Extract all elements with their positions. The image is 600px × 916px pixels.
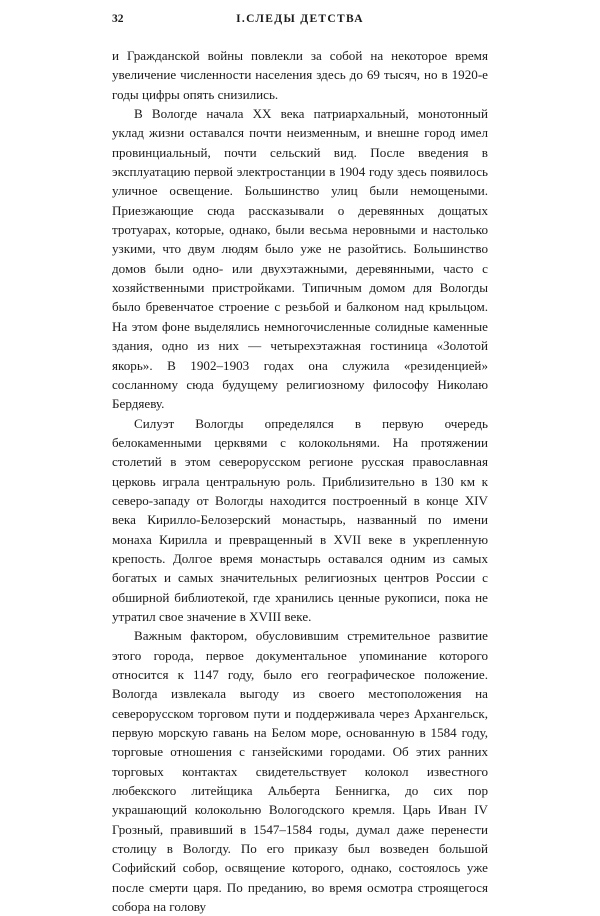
body-text [112, 46, 488, 916]
paragraph-geographic-position: Важным фактором, обусловившим стремительное развитие этого города, первое документальное упоминание которого относится к 1147 году, было его географическое положение. Вологда извлекала выгоду из своего местоположения на северорусском торговом пути и поддерживала через Архангельск, первую морскую гавань на Белом море, основанную в 1584 году, торговые отношения с ганзейскими городами. Об этих ранних торговых контактах свидетельствует колокол известного любекского литейщика Альберта Беннигка, до сих пор украшающий колокольню Вологодского кремля. Царь Иван IV Грозный, правивший в 1547–1584 годы, думал даже перенести столицу в Вологду. По его приказу был возведен большой Софийский собор, освящение которого, однако, состоялось уже после смерти царя. По преданию, во время осмотра строящегося собора на голову [112, 628, 488, 915]
book-page [112, 10, 488, 915]
paragraph-continuation: и Гражданской войны повлекли за собой на некоторое время увеличение численности населения здесь до 69 тысяч, но в 1920-е годы цифры опять снизились. [112, 48, 488, 102]
page-number: 32 [112, 13, 124, 25]
paragraph-vologda-silhouette: Силуэт Вологды определялся в первую очередь белокаменными церквями с колокольнями. На протяжении столетий в этом северорусском регионе русская православная церковь играла центральную роль. Приблизительно в 130 км к северо-западу от Вологды находится построенный в конце XIV века Кирилло-Белозерский монастырь, названный по имени монаха Кирилла и превращенный в XVII веке в укрепленную крепость. Долгое время монастырь оставался одним из самых богатых и самых значительных религиозных центров России с обширной библиотекой, где хранились ценные рукописи, пока не утратил свое значение в XVIII веке. [112, 415, 488, 624]
running-head [112, 10, 488, 32]
paragraph-vologda-early-20th-century: В Вологде начала XX века патриархальный, монотонный уклад жизни оставался почти неизменным, и внешне город имел провинциальный, почти сельский вид. После введения в эксплуатацию первой электростанции в 1904 году здесь появилось уличное освещение. Большинство улиц были немощеными. Приезжающие сюда рассказывали о деревянных дощатых тротуарах, которые, однако, были весьма неровными и настолько узкими, что двум людям было уже не разойтись. Большинство домов были одно- или двухэтажными, деревянными, часто с хозяйственными пристройками. Типичным домом для Вологды было бревенчатое строение с резьбой и балконом над крыльцом. На этом фоне выделялись немногочисленные солидные каменные здания, одно из них — четырехэтажная гостиница «Золотой якорь». В 1902–1903 годах она служила «резиденцией» сосланному сюда будущему религиозному философу Николаю Бердяеву. [112, 106, 488, 412]
chapter-title: I.СЛЕДЫ ДЕТСТВА [236, 13, 364, 25]
